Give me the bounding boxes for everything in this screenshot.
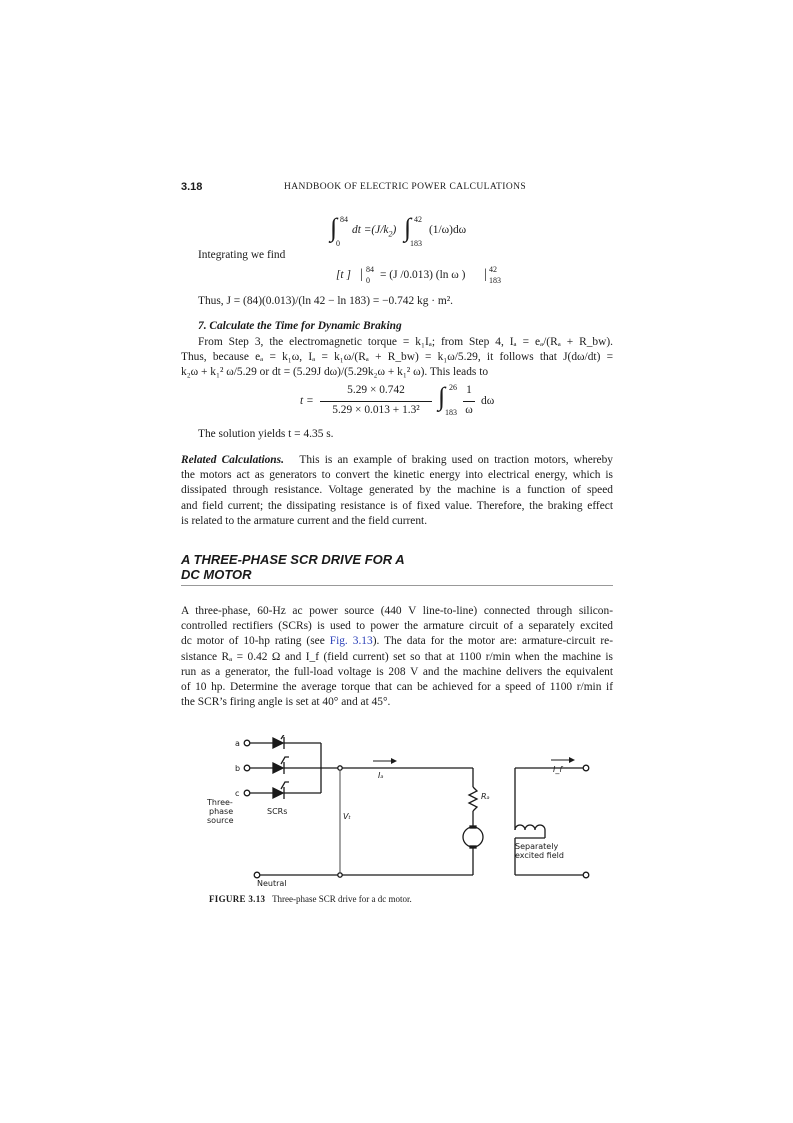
label-field-2: excited field (515, 851, 564, 860)
related-label: Related Calculations. (181, 454, 284, 466)
terminal-b (244, 765, 250, 771)
eq3-numerator: 5.29 × 0.742 (347, 384, 405, 396)
eval-bar-1: | (360, 267, 363, 282)
related-line: the motors act as generators to convert the kinetic energy into electrical energy, which is (181, 469, 613, 482)
eq2-lower2: 183 (489, 276, 501, 285)
label-vt: Vₜ (343, 812, 351, 821)
section-title-line1: A THREE-PHASE SCR DRIVE FOR A (181, 552, 405, 567)
eq2-upper2: 42 (489, 265, 497, 274)
problem-line: the SCR’s firing angle is set at 40° and at 45°. (181, 696, 391, 709)
equation-integrated (336, 264, 501, 292)
integrating-text: Integrating we find (198, 249, 286, 261)
problem-line: run as a generator, the full-load voltage is 208 V and the machine delivers the equivalent (181, 665, 613, 678)
label-source-2: phase (209, 807, 234, 816)
eq2-lhs: [t ] (336, 269, 351, 281)
thus-text: Thus, J = (84)(0.013)/(ln 42 − ln 183) = −0.742 kg · m². (198, 295, 454, 307)
section-title-line2: DC MOTOR (181, 567, 252, 582)
eq3-denominator: 5.29 × 0.013 + 1.3² (332, 404, 420, 416)
caption-text: Three-phase SCR drive for a dc motor. (272, 894, 412, 904)
eq2-mid: = (J /0.013) (ln ω ) (380, 269, 466, 281)
label-ia: Iₐ (378, 771, 384, 780)
fraction-bar (320, 401, 432, 402)
fraction-bar-2 (463, 401, 475, 402)
section-rule (181, 585, 613, 586)
terminal-c (244, 790, 250, 796)
eq1-lhs: dt $=(J/k_2)$ (352, 224, 397, 239)
section-heading (181, 552, 613, 586)
solution-text: The solution yields t = 4.35 s. (198, 428, 334, 440)
problem-line: dc motor of 10-hp rating (see Fig. 3.13). The data for the motor are: armature-circuit re- (181, 635, 614, 648)
eq3-int-upper: 26 (449, 383, 457, 392)
eq1-rhs: (1/ω)dω (429, 224, 467, 236)
related-line: and field current; the dissipating resistance is of fixed value. Therefore, the braking effect (181, 499, 613, 512)
label-field-1: Separately (515, 842, 559, 851)
figure-caption (209, 894, 412, 904)
label-if: I_f (553, 765, 563, 774)
eval-bar-2: | (484, 267, 487, 282)
label-b: b (235, 764, 241, 773)
int2-upper: 42 (414, 215, 422, 224)
label-c: c (235, 789, 240, 798)
integral-sign-3: ∫ (438, 382, 446, 411)
step7-heading: 7. Calculate the Time for Dynamic Braking (198, 320, 402, 332)
label-scrs: SCRs (267, 807, 288, 816)
terminal-neutral (254, 872, 260, 878)
eq3-lhs: t = (300, 395, 314, 407)
eq2-upper1: 84 (366, 265, 374, 274)
step7-line: From Step 3, the electromagnetic torque = k₁Iₐ; from Step 4, Iₐ = eₐ/(Rₐ + R_bw). (198, 336, 613, 348)
related-line: is related to the armature current and the field current. (181, 514, 428, 527)
circuit-diagram (195, 735, 615, 895)
equation-integral-time (330, 215, 490, 249)
problem-line: of 10 hp. Determine the average torque that can be achieved for a speed of 1100 r/min if (181, 681, 613, 694)
page-number: 3.18 (181, 181, 203, 193)
eq3-frac-den: ω (465, 404, 473, 416)
problem-line: sistance Rₐ = 0.42 Ω and I_f (field current) set so that at 1100 r/min when the machine is (181, 650, 613, 663)
page-header (181, 181, 613, 197)
eq3-tail: dω (481, 395, 495, 407)
related-calculations (181, 453, 613, 529)
integral-sign: ∫ (330, 213, 338, 242)
label-neutral: Neutral (257, 879, 287, 888)
related-line: dissipated through resistance. Voltage generated by the machine is a function of speed (181, 484, 613, 497)
eq3-frac-num: 1 (466, 384, 472, 396)
label-a: a (235, 739, 240, 748)
step7-line: Thus, because eₐ = k₁ω, Iₐ = k₁ω/(Rₐ + R_bw) = k₁ω/5.29, it follows that J(dω/dt) = (181, 351, 613, 364)
eq3-int-lower: 183 (445, 408, 457, 417)
figure-link[interactable]: Fig. 3.13 (329, 635, 373, 648)
label-source-3: source (207, 816, 234, 825)
running-head: HANDBOOK OF ELECTRIC POWER CALCULATIONS (284, 182, 527, 192)
label-source-1: Three- (207, 798, 233, 807)
step7-line: k₂ω + k₁² ω/5.29 or dt = (5.29J dω)/(5.29k₂ω + k₁² ω). This leads to (181, 366, 489, 379)
equation-time (300, 382, 510, 422)
problem-line: controlled rectifiers (SCRs) is used to power the armature circuit of a separately excited (181, 620, 613, 633)
problem-paragraph (181, 604, 613, 710)
caption-label: FIGURE 3.13 (209, 894, 266, 904)
terminal-a (244, 740, 250, 746)
eq2-lower1: 0 (366, 276, 370, 285)
int1-lower: 0 (336, 239, 340, 248)
step7-paragraph (181, 335, 613, 381)
related-line: Related Calculations. This is an example of braking used on traction motors, whereby (181, 454, 614, 466)
int2-lower: 183 (410, 239, 422, 248)
problem-line: A three-phase, 60-Hz ac power source (440 V line-to-line) connected through silicon- (181, 605, 613, 617)
integral-sign-2: ∫ (404, 213, 412, 242)
label-ra: Rₐ (481, 792, 490, 801)
int1-upper: 84 (340, 215, 348, 224)
